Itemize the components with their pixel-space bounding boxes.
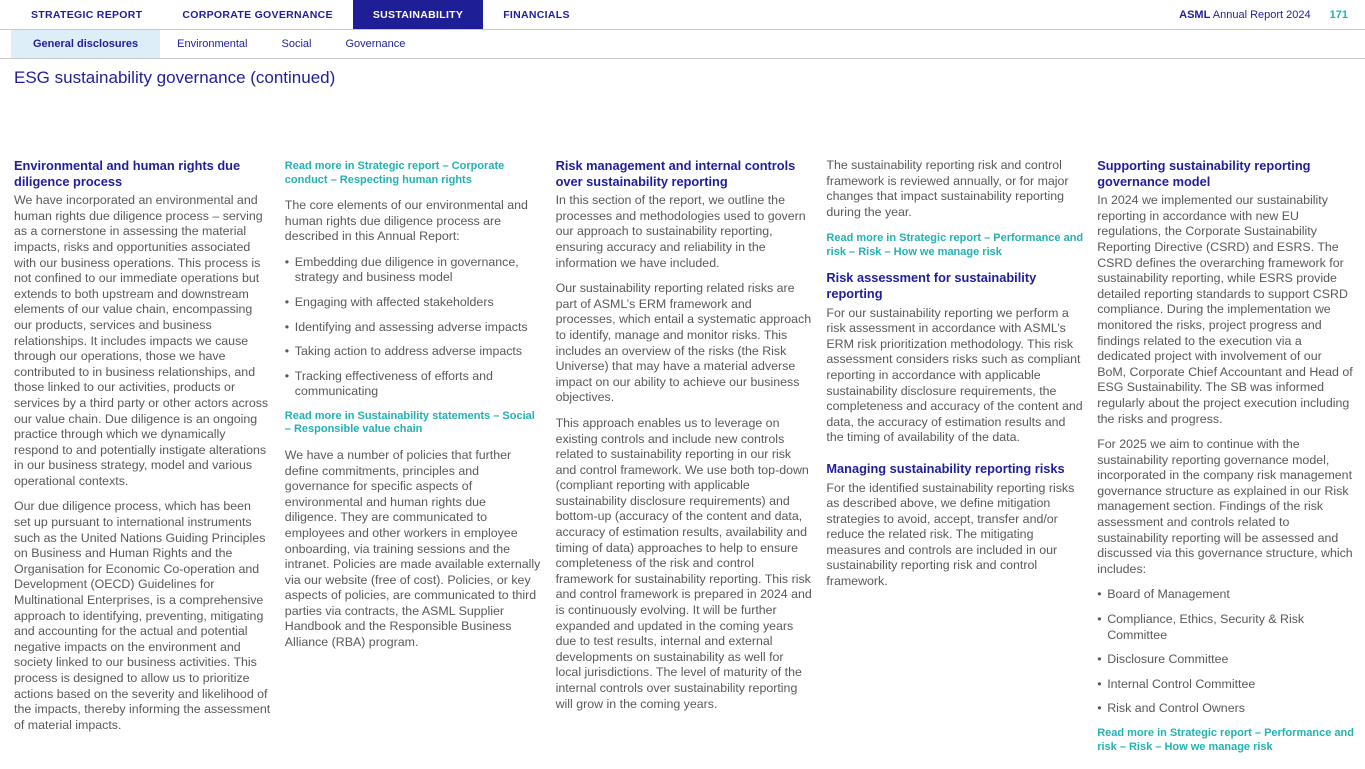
- bullet-item: • Risk and Control Owners: [1097, 701, 1354, 717]
- text-column-1: [14, 158, 271, 765]
- subnav-tab-social[interactable]: Social: [281, 38, 312, 50]
- body-paragraph: Our due diligence process, which has been set up pursuant to international instruments such as the United Nations Guiding Principles on Business and Human Rights and the Organisation for Economic Co-operation and Development (OECD) Guidelines for Multinational Enterprises, is a comprehensive approach to identifying, preventing, mitigating and accounting for the actual and potential negative impacts on the environment and society linked to our business activities. This process is designed to allow us to prioritize actions based on the severity and likelihood of the impacts, thereby informing the assessment of material impacts.: [14, 499, 271, 732]
- content-columns: [14, 158, 1354, 765]
- primary-nav: [11, 0, 590, 29]
- read-more-link[interactable]: Read more in Strategic report – Performance and risk – Risk – How we manage risk: [826, 232, 1084, 258]
- subnav-tab-environmental[interactable]: Environmental: [177, 38, 248, 50]
- body-paragraph: In this section of the report, we outline the processes and methodologies used to govern our approach to sustainability reporting, ensuring accuracy and reliability in the information we have included.: [555, 193, 806, 270]
- subnav-tab-governance[interactable]: Governance: [345, 38, 406, 50]
- section-heading: Risk assessment for sustainability reporting: [826, 270, 1037, 301]
- subnav-tab-general-disclosures[interactable]: General disclosures: [11, 30, 160, 58]
- report-title-rest: Annual Report 2024: [1210, 8, 1311, 21]
- body-paragraph: For the identified sustainability reporting risks as described above, we define mitigation strategies to avoid, accept, transfer and/or reduce the related risk. The mitigating measures and controls are included in our sustainability reporting risk and control framework.: [826, 480, 1075, 589]
- body-paragraph: In 2024 we implemented our sustainability reporting in accordance with new EU regulations, the Corporate Sustainability Reporting Directive (CSRD) and ESRS. The CSRD defines the overarching framework for sustainability reporting, while ESRS provide detailed reporting standards to support CSRD compliance. During the implementation we monitored the risks, project progress and findings related to the execution via a dedicated project with involvement of our BoM, Corporate Chief Accountant and Head of ESG Sustainability. The SB was informed regularly about the project execution including the risks and progress.: [1097, 193, 1353, 426]
- text-column-3: [556, 158, 813, 765]
- body-paragraph: We have a number of policies that further define commitments, principles and governance for specific aspects of environmental and human rights due diligence. They are communicated to employees and other workers in employee onboarding, via training sessions and the intranet. Policies are made available externally via our website (free of cost). Policies, or key aspects of policies, are communicated to third parties via contracts, the ASML Supplier Handbook and the Responsible Business Alliance (RBA) program.: [284, 447, 541, 650]
- report-brand: [1179, 0, 1365, 29]
- text-column-5: [1097, 158, 1354, 765]
- report-title-bold: ASML: [1179, 8, 1211, 21]
- body-paragraph: For our sustainability reporting we perform a risk assessment in accordance with ASML’s ERM risk prioritization methodology. This risk assessment considers risks such as compliant reporting in accordance with applicable sustainability disclosure requirements, the completeness and accuracy of the content and data, the accuracy of estimation results and the timing of availability of the data.: [826, 305, 1083, 445]
- bullet-item: • Embedding due diligence in governance, strategy and business model: [285, 255, 542, 286]
- nav-tab-strategic-report[interactable]: STRATEGIC REPORT: [31, 8, 143, 21]
- page-number: 171: [1329, 8, 1348, 21]
- report-title: [1179, 9, 1310, 21]
- bullet-item: • Compliance, Ethics, Security & Risk Committee: [1097, 612, 1354, 643]
- bullet-item: • Taking action to address adverse impacts: [285, 344, 542, 360]
- section-heading: Managing sustainability reporting risks: [826, 460, 1065, 476]
- sub-nav-bar: [0, 30, 1365, 59]
- body-paragraph: The core elements of our environmental and human rights due diligence process are described in this Annual Report:: [284, 198, 528, 244]
- nav-tab-corporate-governance[interactable]: CORPORATE GOVERNANCE: [182, 8, 333, 21]
- bullet-item: • Board of Management: [1097, 587, 1354, 603]
- section-heading: Environmental and human rights due diligence process: [14, 158, 241, 189]
- body-paragraph: We have incorporated an environmental and human rights due diligence process – serving as a cornerstone in assessing the material impacts, risks and opportunities associated with our business operations. This process is not confined to our immediate operations but extends to both upstream and downstream elements of our value chain, encompassing our products, services and business relationships. It includes impacts we cause through our operations, those we have contributed to in business relationships, and those linked to our activities, products or services by a third party or other actors across our value chain. Due diligence is an ongoing practice through which we dynamically respond to and potentially instigate alterations in our business strategy, model and various operational contexts.: [14, 193, 269, 488]
- bullet-item: • Internal Control Committee: [1097, 677, 1354, 693]
- top-nav-bar: [0, 0, 1365, 30]
- body-paragraph: This approach enables us to leverage on existing controls and include new controls related to sustainability reporting in our risk and control framework. We use both top-down (compliant reporting with applicable sustainability disclosure requirements) and bottom-up (accuracy of the content and data, accuracy of estimation results, availability and timing of data) approaches to help to ensure completeness of the risk and control framework for sustainability reporting. This risk and control framework is prepared in 2024 and is continuously evolving. It will be further expanded and updated in the coming years due to test results, internal and external developments on sustainability as well for local jurisdictions. The level of maturity of the internal controls over sustainability reporting will grow in the coming years.: [555, 415, 812, 711]
- bullet-list: [1097, 587, 1354, 717]
- text-column-4: [826, 158, 1083, 765]
- body-paragraph: Our sustainability reporting related risks are part of ASML’s ERM framework and processes, which entail a systematic approach to identify, manage and monitor risks. This includes an overview of the risks (the Risk Universe) that may have a material adverse impact on our ability to achieve our business objectives.: [555, 281, 812, 405]
- body-paragraph: The sustainability reporting risk and control framework is reviewed annually, or for major changes that impact sustainability reporting during the year.: [826, 158, 1069, 219]
- bullet-item: • Identifying and assessing adverse impacts: [285, 320, 542, 336]
- read-more-link[interactable]: Read more in Sustainability statements – Social – Responsible value chain: [284, 409, 535, 436]
- read-more-link[interactable]: Read more in Strategic report – Performance and risk – Risk – How we manage risk: [1097, 727, 1354, 753]
- nav-tab-sustainability[interactable]: SUSTAINABILITY: [353, 0, 483, 29]
- section-heading: Supporting sustainability reporting governance model: [1097, 158, 1311, 189]
- bullet-list: [285, 255, 542, 400]
- bullet-item: • Engaging with affected stakeholders: [285, 295, 542, 311]
- nav-tab-financials[interactable]: FINANCIALS: [503, 8, 570, 21]
- section-heading: Risk management and internal controls over sustainability reporting: [555, 158, 796, 189]
- body-paragraph: For 2025 we aim to continue with the sustainability reporting governance model, incorporated in the company risk management governance structure as explained in our Risk management section. Findings of the risk assessment and controls related to sustainability reporting will be assessed and discussed via this governance structure, which includes:: [1097, 437, 1353, 576]
- bullet-item: • Disclosure Committee: [1097, 652, 1354, 668]
- page-title: ESG sustainability governance (continued): [14, 68, 336, 87]
- text-column-2: [285, 158, 542, 765]
- read-more-link[interactable]: Read more in Strategic report – Corporate conduct – Respecting human rights: [284, 160, 505, 186]
- bullet-item: • Tracking effectiveness of efforts and communicating: [285, 369, 542, 400]
